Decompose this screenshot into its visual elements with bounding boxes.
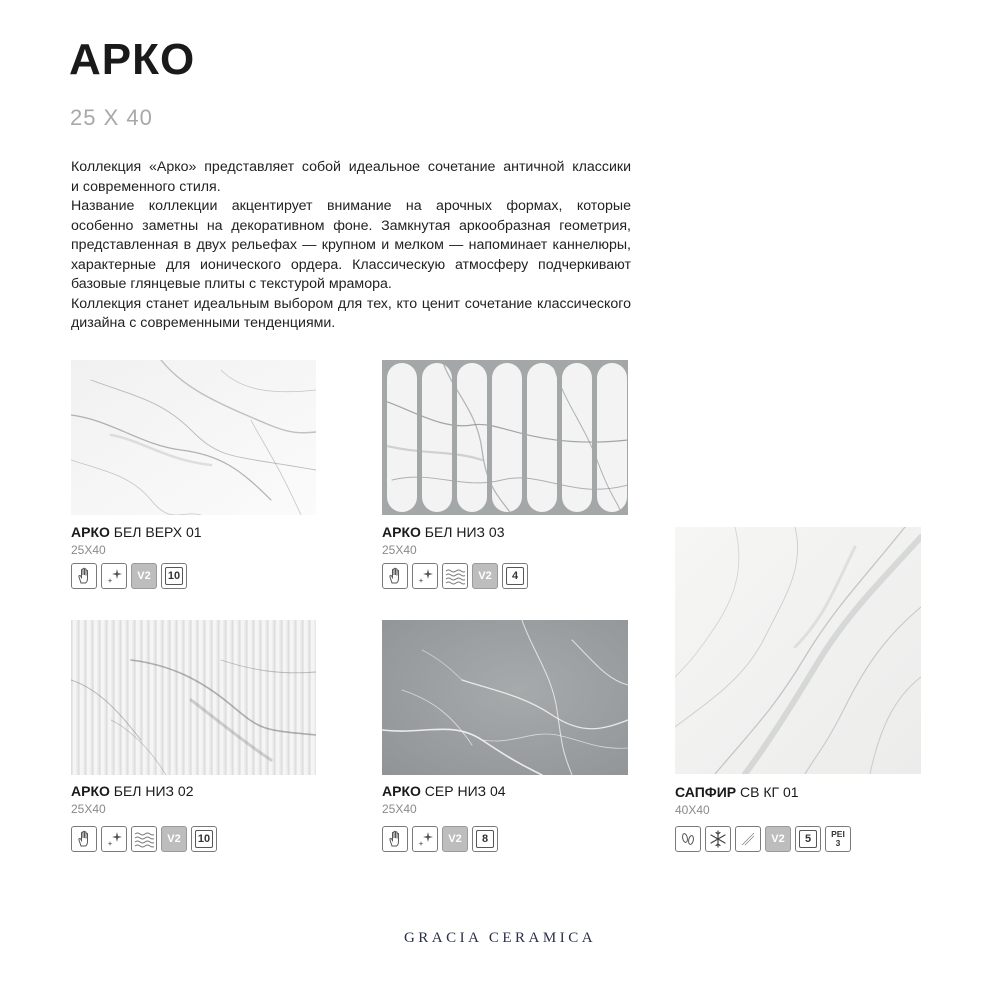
product-name <box>382 524 504 540</box>
product-brand: САПФИР <box>675 784 737 800</box>
product-model: БЕЛ ВЕРХ 01 <box>113 524 202 540</box>
product-size: 25X40 <box>71 802 106 816</box>
collection-description <box>71 158 631 334</box>
sparkle-icon <box>101 563 127 589</box>
product-icons <box>71 563 187 589</box>
product-name <box>71 783 193 799</box>
relief-icon <box>442 563 468 589</box>
v2-badge: V2 <box>765 826 791 852</box>
description-line: представленная в двух рельефах — крупном и мелком — напоминает каннелюры, <box>71 237 631 253</box>
snowflake-icon <box>705 826 731 852</box>
count-value: 5 <box>799 830 817 848</box>
product-brand: АРКО <box>382 783 421 799</box>
count-badge <box>795 826 821 852</box>
tile-image-arko-ser-niz-04 <box>382 620 628 775</box>
collection-size: 25 X 40 <box>70 105 153 130</box>
product-name <box>382 783 506 799</box>
v2-badge: V2 <box>472 563 498 589</box>
description-line: Коллекция станет идеальным выбором для тех, кто ценит сочетание классического <box>71 295 631 312</box>
product-size: 25X40 <box>382 543 417 557</box>
product-name <box>675 784 799 800</box>
count-value: 10 <box>195 830 213 848</box>
tile-image-arko-bel-niz-03 <box>382 360 628 515</box>
relief-icon <box>131 826 157 852</box>
description-line: базовые глянцевые плиты с текстурой мрамора. <box>71 276 392 292</box>
hand-icon <box>382 563 408 589</box>
product-icons <box>71 826 217 852</box>
v2-badge: V2 <box>131 563 157 589</box>
v2-badge: V2 <box>161 826 187 852</box>
footprints-icon <box>675 826 701 852</box>
product-icons <box>382 826 498 852</box>
product-size: 25X40 <box>382 802 417 816</box>
tile-image-sapfir-sv-kg-01 <box>675 527 921 774</box>
pei-badge <box>825 826 851 852</box>
product-model: СВ КГ 01 <box>740 784 799 800</box>
count-badge <box>161 563 187 589</box>
product-brand: АРКО <box>71 524 110 540</box>
pei-value: 3 <box>835 838 841 848</box>
count-value: 10 <box>165 567 183 585</box>
description-line: особенно заметны на декоративном фоне. Замкнутая аркообразная геометрия, <box>71 217 631 234</box>
hand-icon <box>382 826 408 852</box>
tile-image-arko-bel-verkh-01 <box>71 360 316 515</box>
sparkle-icon <box>412 826 438 852</box>
product-model: БЕЛ НИЗ 02 <box>113 783 194 799</box>
count-badge <box>191 826 217 852</box>
description-line: Коллекция «Арко» представляет собой идеальное сочетание античной классики <box>71 159 631 175</box>
tile-image-arko-bel-niz-02 <box>71 620 316 775</box>
product-model: БЕЛ НИЗ 03 <box>424 524 505 540</box>
product-brand: АРКО <box>382 524 421 540</box>
hand-icon <box>71 563 97 589</box>
sparkle-icon <box>101 826 127 852</box>
product-icons <box>675 826 851 852</box>
description-line: дизайна с современными тенденциями. <box>71 315 336 331</box>
sparkle-icon <box>412 563 438 589</box>
count-value: 8 <box>476 830 494 848</box>
footer-brand-logo: GRACIA CERAMICA <box>403 930 597 946</box>
matte-surface-icon <box>735 826 761 852</box>
product-size: 40X40 <box>675 803 710 817</box>
product-name <box>71 524 202 540</box>
product-brand: АРКО <box>71 783 110 799</box>
count-badge <box>502 563 528 589</box>
pei-label: PEI <box>831 829 845 839</box>
description-line: Название коллекции акцентирует внимание на арочных формах, которые <box>71 198 631 214</box>
description-line: характерные для ионического ордера. Классическую атмосферу подчеркивают <box>71 256 631 273</box>
product-size: 25X40 <box>71 543 106 557</box>
description-line: и современного стиля. <box>71 178 221 195</box>
product-model: СЕР НИЗ 04 <box>424 783 506 799</box>
page-title: АРКО <box>69 35 196 84</box>
count-badge <box>472 826 498 852</box>
product-icons <box>382 563 528 589</box>
v2-badge: V2 <box>442 826 468 852</box>
hand-icon <box>71 826 97 852</box>
count-value: 4 <box>506 567 524 585</box>
